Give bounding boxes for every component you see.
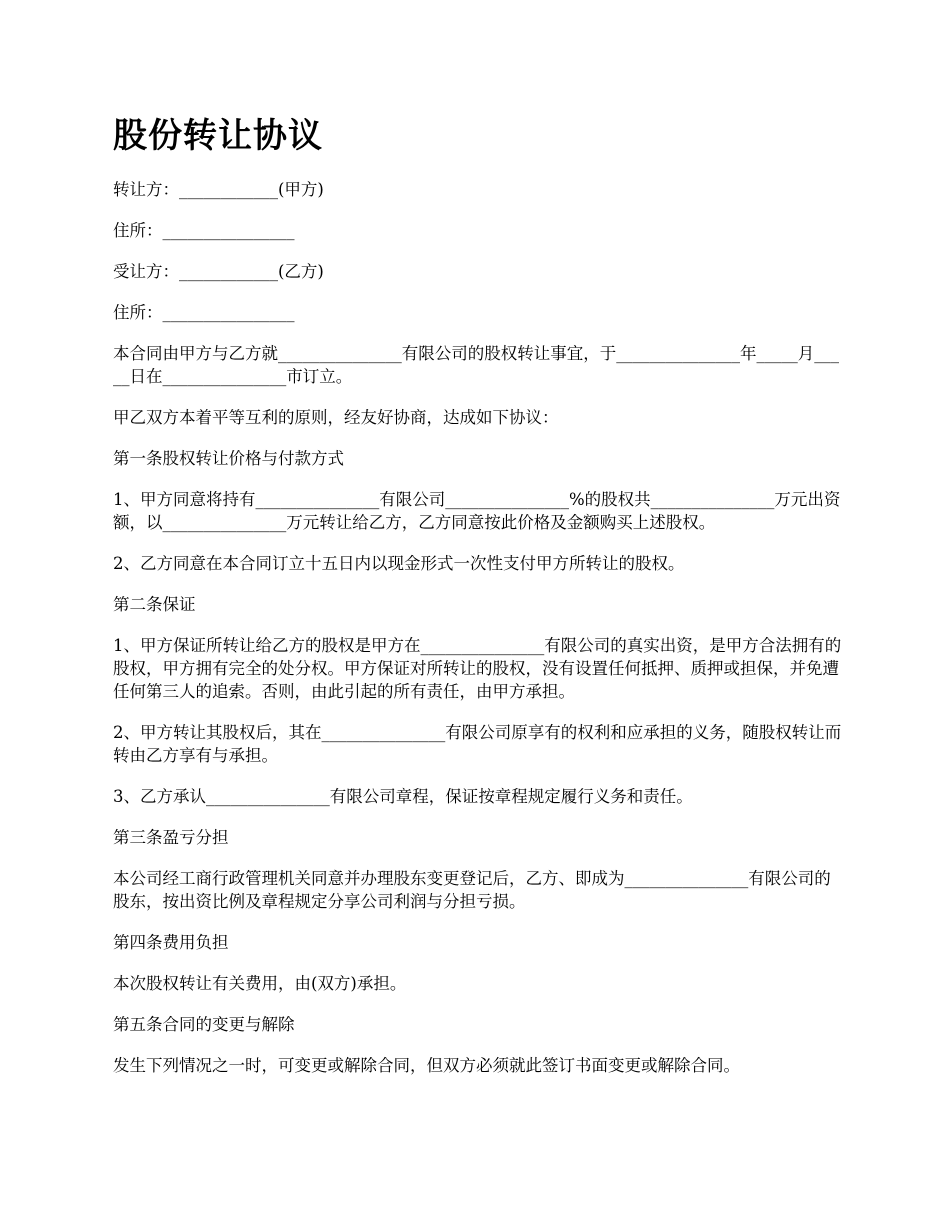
article-5-heading: 第五条合同的变更与解除 (113, 1015, 295, 1034)
article-5-body: 发生下列情况之一时，可变更或解除合同，但双方必须就此签订书面变更或解除合同。 (113, 1056, 740, 1075)
article-2-clause-2: 2、甲方转让其股权后，其在_______________有限公司原享有的权利和应承担的义务，随股权转让而转由乙方享有与承担。 (113, 723, 842, 765)
article-3-heading: 第三条盈亏分担 (113, 828, 229, 847)
article-4-heading: 第四条费用负担 (113, 933, 229, 952)
article-2-clause-1: 1、甲方保证所转让给乙方的股权是甲方在_______________有限公司的真实出资，是甲方合法拥有的股权，甲方拥有完全的处分权。甲方保证对所转让的股权，没有设置任何抵押、质押或担保，并免遭任何第三人的追索。否则，由此引起的所有责任，由甲方承担。 (113, 636, 842, 701)
article-1-clause-1: 1、甲方同意将持有_______________有限公司_______________%的股权共_______________万元出资额，以_______________万元转让给乙方，乙方同意按此价格及金额购买上述股权。 (113, 490, 841, 532)
party-b-address-line: 住所：________________ (113, 303, 295, 322)
article-1-clause-2: 2、乙方同意在本合同订立十五日内以现金形式一次性支付甲方所转让的股权。 (113, 554, 685, 573)
party-b-line: 受让方：____________(乙方) (113, 262, 324, 281)
document-title: 股份转让协议 (113, 116, 323, 156)
article-3-body: 本公司经工商行政管理机关同意并办理股东变更登记后，乙方、即成为_______________有限公司的股东，按出资比例及章程规定分享公司利润与分担亏损。 (113, 869, 831, 911)
preamble-paragraph: 本合同由甲方与乙方就_______________有限公司的股权转让事宜，于_______________年_____月_____日在_______________市订立。 (113, 344, 839, 386)
article-4-body: 本次股权转让有关费用，由(双方)承担。 (113, 974, 407, 993)
document-body (113, 178, 843, 1077)
principle-paragraph: 甲乙双方本着平等互利的原则，经友好协商，达成如下协议： (113, 408, 559, 427)
article-2-clause-3: 3、乙方承认_______________有限公司章程，保证按章程规定履行义务和责任。 (113, 787, 693, 806)
party-a-address-line: 住所：________________ (113, 221, 295, 240)
party-a-line: 转让方：____________(甲方) (113, 180, 324, 199)
article-2-heading: 第二条保证 (113, 595, 196, 614)
document-page (113, 112, 843, 1095)
article-1-heading: 第一条股权转让价格与付款方式 (113, 449, 344, 468)
